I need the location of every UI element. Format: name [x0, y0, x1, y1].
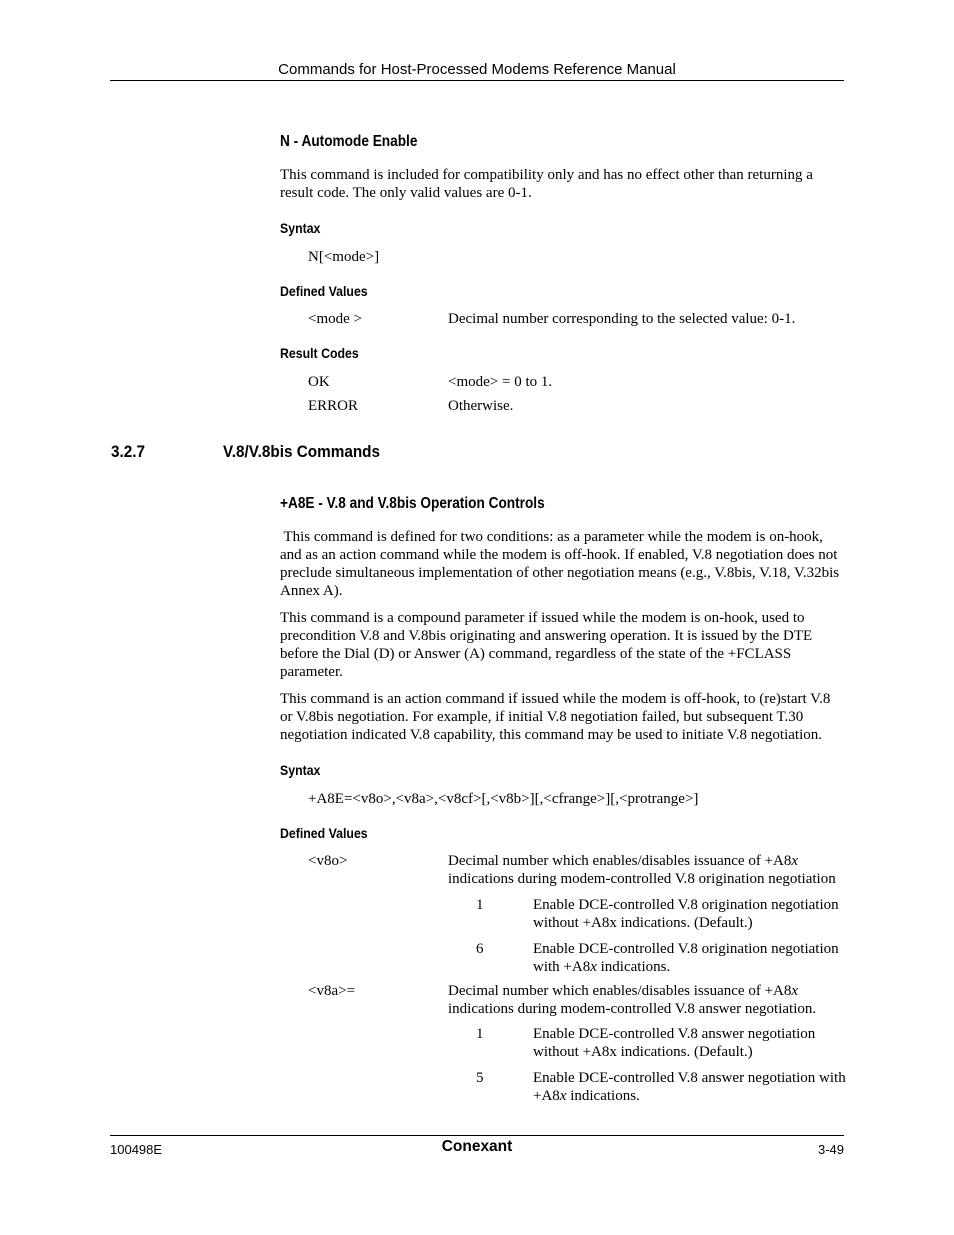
a8e-defined-values-heading: Defined Values — [280, 825, 368, 841]
a8e-paragraph-2-line-3: before the Dial (D) or Answer (A) command, regardless of the state of the +FCLASS — [280, 646, 792, 662]
a8e-paragraph-2-line-2: precondition V.8 and V.8bis originating and answering operation. It is issued by the DTE — [280, 628, 813, 644]
a8e-syntax-heading: Syntax — [280, 762, 321, 778]
result-code-ok-desc: <mode> = 0 to 1. — [448, 374, 553, 390]
param-v8a: <v8a>= — [308, 983, 356, 999]
v8o-value-1-desc-line-1: Enable DCE-controlled V.8 origination negotiation — [533, 897, 839, 913]
a8e-paragraph-3-line-2: or V.8bis negotiation. For example, if initial V.8 negotiation failed, but subsequent T.30 — [280, 709, 804, 725]
footer-doc-number: 100498E — [110, 1142, 163, 1157]
v8o-value-1: 1 — [476, 897, 484, 913]
header-rule — [110, 80, 844, 81]
a8e-paragraph-3-line-3: negotiation indicated V.8 capability, this command may be used to initiate V.8 negotiation. — [280, 727, 822, 743]
n-syntax-heading: Syntax — [280, 220, 321, 236]
section-heading-n: N - Automode Enable — [280, 133, 418, 150]
a8e-paragraph-3-line-1: This command is an action command if issued while the modem is off-hook, to (re)start V.8 — [280, 691, 831, 707]
a8e-paragraph-1-line-2: and as an action command while the modem is off-hook. If enabled, V.8 negotiation does not — [280, 547, 838, 563]
running-header: Commands for Host-Processed Modems Reference Manual — [278, 61, 676, 78]
param-v8o-desc-line-1: Decimal number which enables/disables issuance of +A8x — [448, 853, 799, 869]
result-code-error: ERROR — [308, 398, 359, 414]
v8a-value-1-desc-line-2: without +A8x indications. (Default.) — [533, 1044, 753, 1060]
v8o-value-6-desc-line-1: Enable DCE-controlled V.8 origination negotiation — [533, 941, 839, 957]
v8o-value-6-desc-line-2: with +A8x indications. — [533, 959, 671, 975]
section-number-327: 3.2.7 — [111, 442, 146, 461]
n-param-mode-desc: Decimal number corresponding to the selected value: 0-1. — [448, 311, 796, 327]
a8e-paragraph-2-line-1: This command is a compound parameter if issued while the modem is on-hook, used to — [280, 610, 805, 626]
n-param-mode: <mode > — [308, 311, 362, 327]
v8a-value-5: 5 — [476, 1070, 484, 1086]
n-syntax: N[<mode>] — [308, 249, 380, 265]
a8e-syntax: +A8E=<v8o>,<v8a>,<v8cf>[,<v8b>][,<cfrange>][,<protrange>] — [308, 791, 699, 807]
result-code-ok: OK — [308, 374, 330, 390]
v8a-value-5-desc-line-2: +A8x indications. — [533, 1088, 640, 1104]
a8e-paragraph-1-line-4: Annex A). — [280, 583, 343, 599]
section-heading-a8e: +A8E - V.8 and V.8bis Operation Controls — [280, 495, 545, 512]
param-v8a-desc-line-2: indications during modem-controlled V.8 answer negotiation. — [448, 1001, 817, 1017]
a8e-paragraph-1-line-3: preclude simultaneous implementation of other negotiation means (e.g., V.8bis, V.18, V.32bis — [280, 565, 840, 581]
a8e-paragraph-1-line-1: This command is defined for two conditions: as a parameter while the modem is on-hook, — [280, 529, 823, 545]
result-code-error-desc: Otherwise. — [448, 398, 514, 414]
n-defined-values-heading: Defined Values — [280, 283, 368, 299]
a8e-paragraph-2-line-4: parameter. — [280, 664, 343, 680]
v8a-value-1-desc-line-1: Enable DCE-controlled V.8 answer negotiation — [533, 1026, 816, 1042]
v8a-value-5-desc-line-1: Enable DCE-controlled V.8 answer negotiation with — [533, 1070, 846, 1086]
n-description-line-1: This command is included for compatibility only and has no effect other than returning a — [280, 167, 813, 183]
section-title-327: V.8/V.8bis Commands — [223, 442, 381, 461]
param-v8o: <v8o> — [308, 853, 348, 869]
footer-rule — [110, 1135, 844, 1136]
param-v8a-desc-line-1: Decimal number which enables/disables issuance of +A8x — [448, 983, 799, 999]
param-v8o-desc-line-2: indications during modem-controlled V.8 origination negotiation — [448, 871, 836, 887]
n-description-line-2: result code. The only valid values are 0-1. — [280, 185, 532, 201]
footer-brand: Conexant — [441, 1138, 513, 1155]
v8o-value-1-desc-line-2: without +A8x indications. (Default.) — [533, 915, 753, 931]
n-result-codes-heading: Result Codes — [280, 345, 359, 361]
v8a-value-1: 1 — [476, 1026, 484, 1042]
v8o-value-6: 6 — [476, 941, 484, 957]
footer-page-number: 3-49 — [817, 1142, 844, 1157]
